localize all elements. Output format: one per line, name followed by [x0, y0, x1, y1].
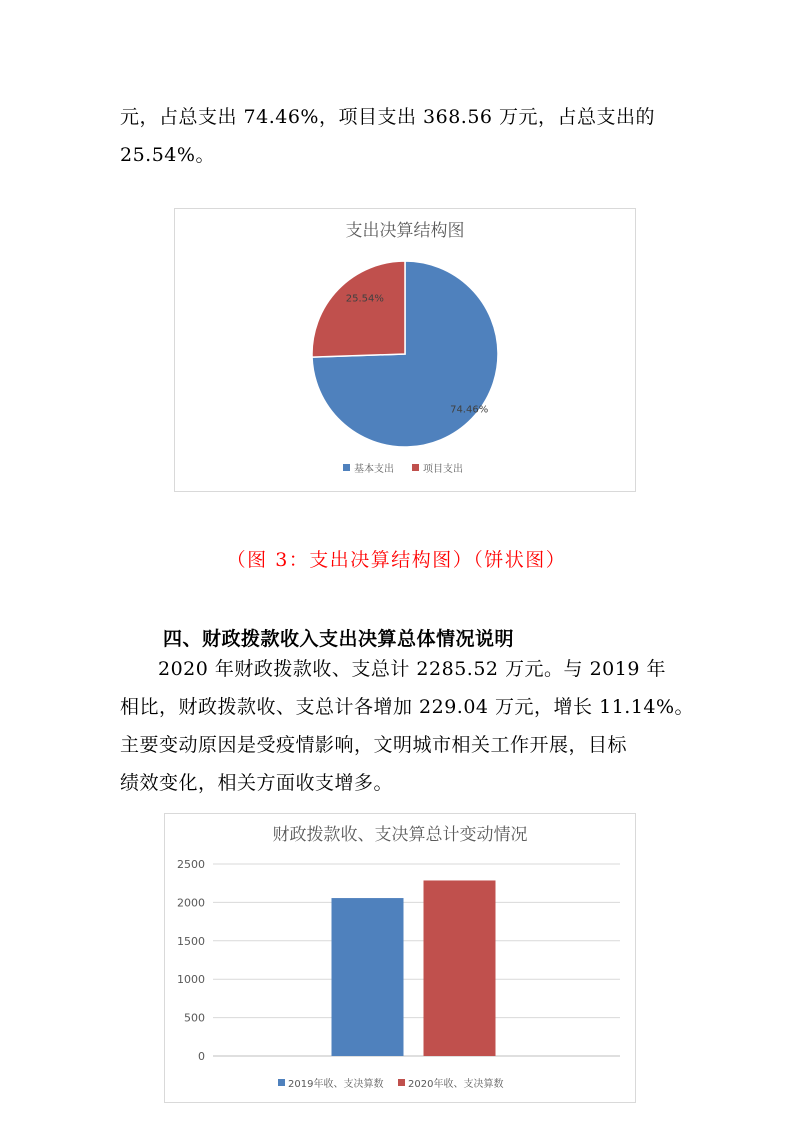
bar-legend-swatch-2019 — [278, 1079, 285, 1086]
pie-data-label-project: 25.54% — [345, 293, 384, 305]
bar-legend-swatch-2020 — [398, 1079, 405, 1086]
pie-slice-project — [312, 261, 405, 357]
section-4-line-1: 2020 年财政拨款收、支总计 2285.52 万元。与 2019 年 — [158, 658, 666, 680]
bar-2020 — [424, 880, 496, 1056]
pie-legend-label-basic: 基本支出 — [354, 464, 394, 475]
bar-y-tick-label: 1000 — [177, 973, 205, 987]
section-4-heading: 四、财政拨款收入支出决算总体情况说明 — [163, 628, 515, 650]
pie-chart — [175, 209, 635, 491]
bar-y-tick-label: 1500 — [177, 934, 205, 948]
intro-line-2: 25.54%。 — [120, 144, 215, 166]
bar-y-tick-label: 0 — [198, 1050, 205, 1063]
bar-2019 — [332, 898, 404, 1056]
intro-line-1: 元，占总支出 74.46%，项目支出 368.56 万元，占总支出的 — [120, 106, 656, 128]
pie-chart-title: 支出决算结构图 — [345, 221, 465, 241]
pie-legend-label-project: 项目支出 — [423, 464, 463, 475]
section-4-line-2: 相比，财政拨款收、支总计各增加 229.04 万元，增长 11.14%。 — [120, 696, 695, 718]
bar-legend-label-2019: 2019年收、支决算数 — [288, 1079, 384, 1090]
section-4-line-3: 主要变动原因是受疫情影响，文明城市相关工作开展，目标 — [120, 734, 628, 756]
bar-y-tick-label: 2500 — [177, 858, 205, 871]
bar-y-tick-label: 2000 — [177, 896, 205, 910]
pie-legend-swatch-basic — [343, 464, 350, 471]
section-4-line-4: 绩效变化，相关方面收支增多。 — [120, 772, 394, 794]
bar-legend-label-2020: 2020年收、支决算数 — [408, 1079, 504, 1090]
pie-chart-frame — [174, 208, 636, 492]
bar-chart-title: 财政拨款收、支决算总计变动情况 — [272, 825, 528, 845]
bar-chart — [165, 814, 635, 1102]
figure-3-caption: （图 3：支出决算结构图）（饼状图） — [226, 549, 567, 571]
pie-data-label-basic: 74.46% — [450, 404, 489, 416]
bar-y-tick-label: 500 — [184, 1011, 205, 1025]
bar-chart-frame — [164, 813, 636, 1103]
pie-legend-swatch-project — [412, 464, 419, 471]
